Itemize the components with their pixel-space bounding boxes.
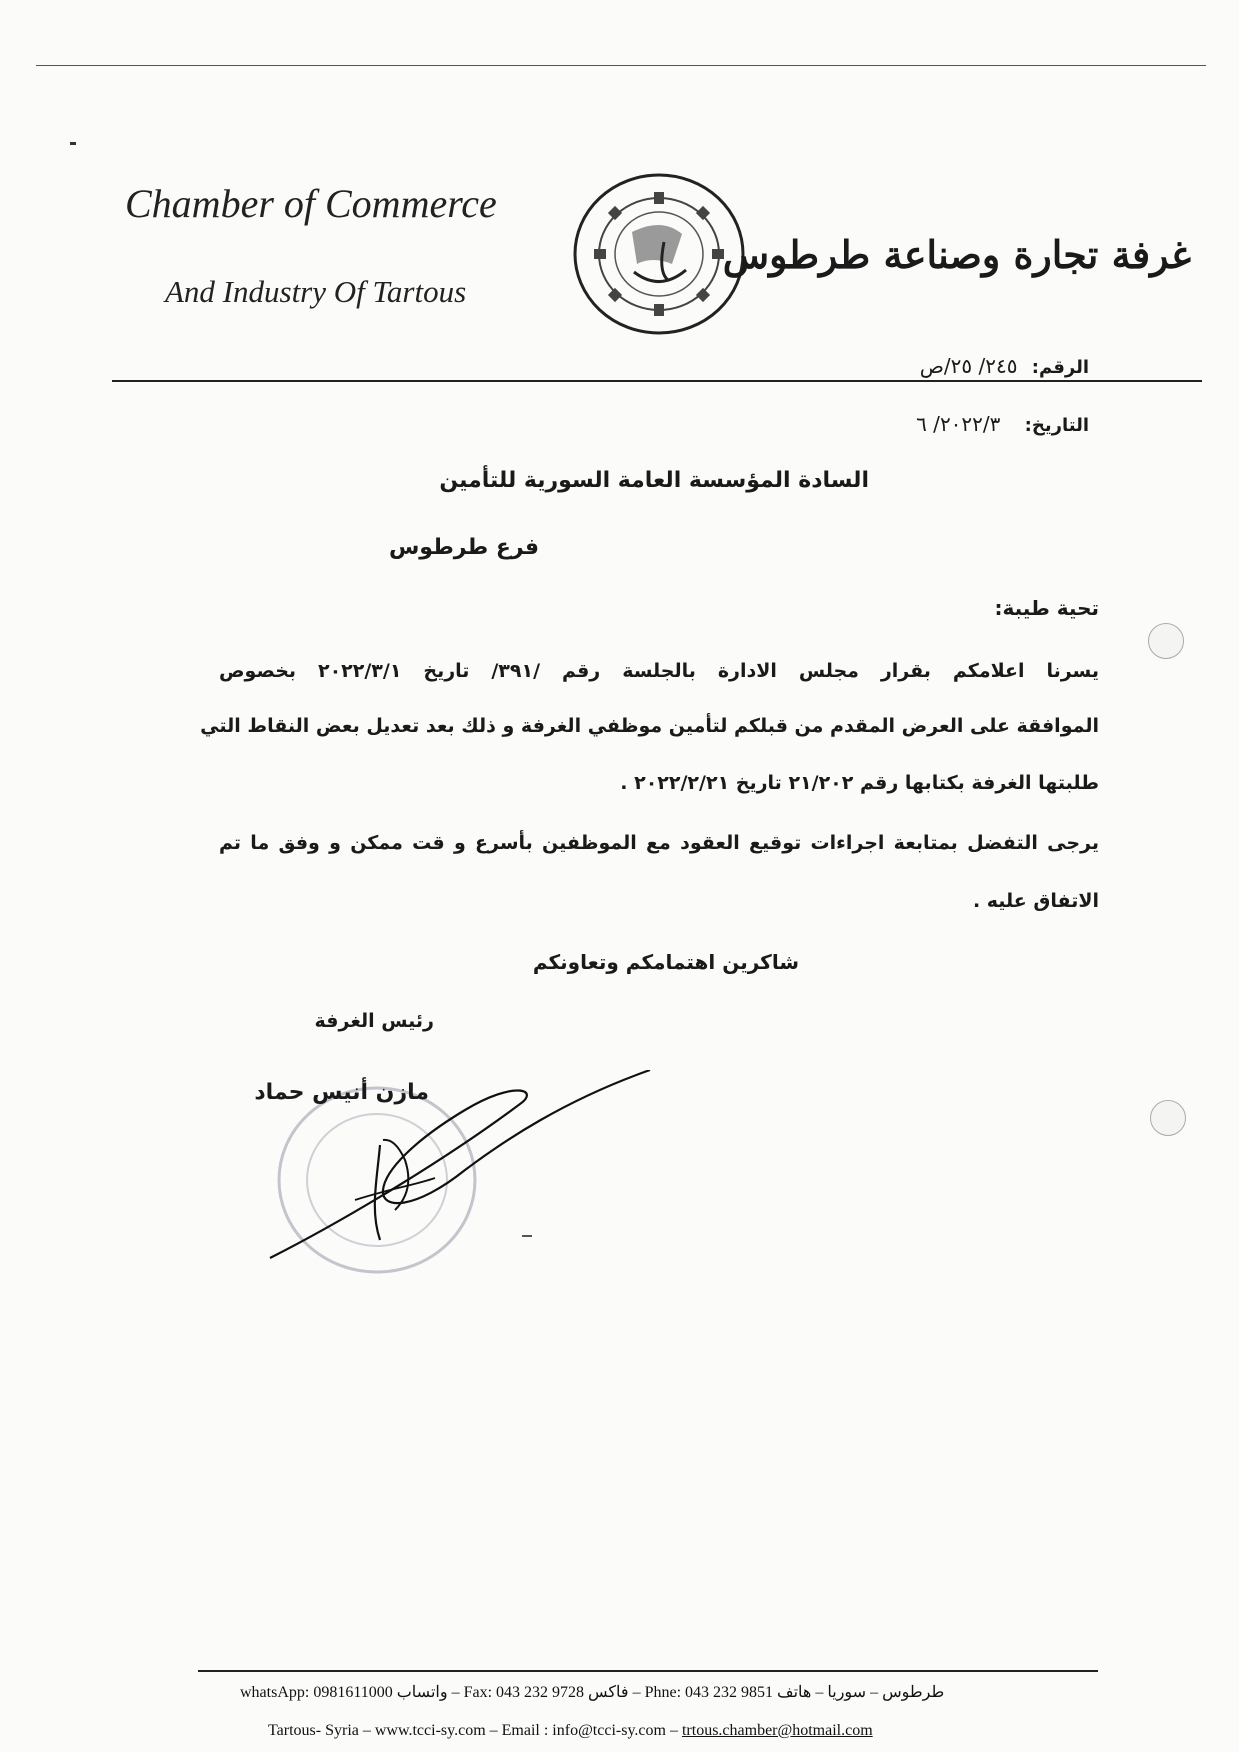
signatory-name: مازن أنيس حماد [254, 1080, 429, 1105]
reference-number-value: ٢٤٥/ ٢٥/ص [919, 354, 1018, 378]
recipient-line2: فرع طرطوس [388, 535, 539, 560]
reference-number [920, 354, 1089, 378]
closing-thanks: شاكرين اهتمامكم وتعاونكم [532, 950, 799, 974]
date [916, 412, 1089, 436]
scan-speck [70, 142, 76, 145]
paragraph1-line1: يسرنا اعلامكم بقرار مجلس الادارة بالجلسة رقم /٣٩١/ تاريخ ٢٠٢٢/٣/١ بخصوص [219, 660, 1100, 682]
paragraph2-line2: الاتفاق عليه . [972, 890, 1099, 912]
date-value: ٢٠٢٢/٣/ ٦ [916, 412, 1001, 436]
scan-speck [522, 1235, 532, 1237]
paragraph2-line1: يرجى التفضل بمتابعة اجراءات توقيع العقود مع الموظفين بأسرع و قت ممكن و وفق ما تم [219, 832, 1099, 854]
signatory-title: رئيس الغرفة [314, 1010, 434, 1032]
chamber-logo [572, 172, 747, 337]
top-rule [36, 65, 1206, 66]
recipient-line1: السادة المؤسسة العامة السورية للتأمين [439, 468, 869, 493]
footer-email-link[interactable]: trtous.chamber@hotmail.com [681, 1722, 873, 1739]
english-name-line1: Chamber of Commerce [125, 181, 497, 226]
handwritten-signature [265, 1070, 665, 1260]
footer-web-line [268, 1722, 873, 1740]
header-rule [112, 380, 1202, 382]
punch-hole-lower [1150, 1100, 1186, 1136]
greeting: تحية طيبة: [994, 596, 1099, 620]
footer-contact-line: طرطوس – سوريا – هاتف Phne: 043 232 9851 – فاكس Fax: 043 232 9728 – واتساب whatsApp: 0981611000 [240, 1684, 945, 1701]
arabic-name-title: غرفة تجارة وصناعة طرطوس [722, 232, 1191, 277]
date-label: التاريخ: [1024, 415, 1089, 436]
reference-number-label: الرقم: [1031, 357, 1089, 378]
paragraph1-line2: الموافقة على العرض المقدم من قبلكم لتأمين موظفي الغرفة و ذلك بعد تعديل بعض النقاط التي [200, 715, 1099, 737]
paragraph1-line3: طلبتها الغرفة بكتابها رقم ٢١/٢٠٢ تاريخ ٢٠٢٢/٢/٢١ . [620, 772, 1099, 794]
footer-rule [198, 1670, 1098, 1672]
footer-web-prefix: Tartous- Syria – www.tcci-sy.com – Email : info@tcci-sy.com – [268, 1722, 678, 1739]
english-name-line2: And Industry Of Tartous [165, 274, 467, 309]
punch-hole-upper [1148, 623, 1184, 659]
